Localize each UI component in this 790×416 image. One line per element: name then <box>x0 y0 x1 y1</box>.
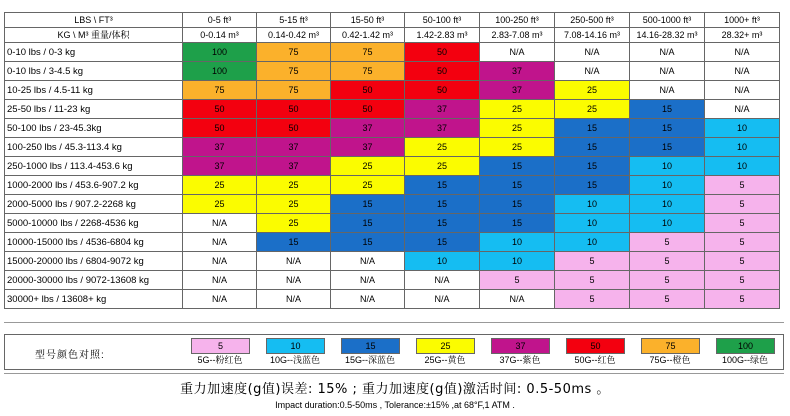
row-label: 5000-10000 lbs / 2268-4536 kg <box>5 214 183 233</box>
g-value-cell: N/A <box>257 290 331 309</box>
g-value-cell: 50 <box>405 62 480 81</box>
table-row <box>5 157 780 176</box>
table-row <box>5 138 780 157</box>
g-value-cell: N/A <box>630 81 705 100</box>
g-value-cell: 50 <box>331 81 405 100</box>
g-value-cell: 37 <box>405 119 480 138</box>
g-value-cell: 5 <box>630 290 705 309</box>
g-value-cell: N/A <box>480 43 555 62</box>
legend-swatch: 5 <box>191 338 250 354</box>
g-value-cell: 75 <box>257 81 331 100</box>
legend-label: 100G--绿色 <box>721 355 768 365</box>
g-value-cell: 10 <box>480 252 555 271</box>
table-row <box>5 176 780 195</box>
g-value-cell: N/A <box>705 62 780 81</box>
g-value-cell: N/A <box>331 271 405 290</box>
g-value-cell: 10 <box>480 233 555 252</box>
g-value-cell: 25 <box>331 157 405 176</box>
table-row <box>5 62 780 81</box>
g-value-cell: 37 <box>183 157 257 176</box>
header-row-m <box>5 28 780 43</box>
legend-label: 25G--黄色 <box>424 355 466 365</box>
g-value-cell: 15 <box>405 195 480 214</box>
g-value-cell: N/A <box>405 290 480 309</box>
row-label: 15000-20000 lbs / 6804-9072 kg <box>5 252 183 271</box>
column-header-m: 0.42-1.42 m³ <box>331 28 405 43</box>
row-label: 10-25 lbs / 4.5-11 kg <box>5 81 183 100</box>
column-header-m: 0.14-0.42 m³ <box>257 28 331 43</box>
g-value-cell: 100 <box>183 62 257 81</box>
spec-note-english: Impact duration:0.5-50ms , Tolerance:±15% ,at 68°F,1 ATM . <box>275 400 515 410</box>
row-label: 1000-2000 lbs / 453.6-907.2 kg <box>5 176 183 195</box>
column-header-ft: 500-1000 ft³ <box>630 13 705 28</box>
g-value-cell: 100 <box>183 43 257 62</box>
spec-note-chinese: 重力加速度(g值)误差: 15% ; 重力加速度(g值)激活时间: 0.5-50ms 。 <box>180 382 610 397</box>
g-value-cell: 25 <box>183 195 257 214</box>
row-label: 2000-5000 lbs / 907.2-2268 kg <box>5 195 183 214</box>
g-value-cell: 15 <box>555 157 630 176</box>
g-value-cell: 37 <box>480 62 555 81</box>
g-value-cell: N/A <box>705 43 780 62</box>
legend-swatch: 10 <box>266 338 325 354</box>
legend-swatch: 50 <box>566 338 625 354</box>
g-value-cell: 37 <box>331 138 405 157</box>
g-value-cell: 25 <box>405 138 480 157</box>
g-value-cell: N/A <box>555 62 630 81</box>
g-value-cell: 15 <box>480 195 555 214</box>
column-header-m: 14.16-28.32 m³ <box>630 28 705 43</box>
g-value-cell: 10 <box>405 252 480 271</box>
g-value-cell: N/A <box>183 214 257 233</box>
g-value-cell: 15 <box>257 233 331 252</box>
g-value-cell: 10 <box>555 195 630 214</box>
row-label: 100-250 lbs / 45.3-113.4 kg <box>5 138 183 157</box>
g-value-cell: 75 <box>331 62 405 81</box>
g-value-cell: 25 <box>555 81 630 100</box>
g-value-cell: 15 <box>630 119 705 138</box>
table-row <box>5 119 780 138</box>
g-value-cell: 37 <box>257 138 331 157</box>
g-value-cell: N/A <box>705 81 780 100</box>
g-value-cell: 10 <box>705 119 780 138</box>
divider <box>4 322 784 323</box>
legend-swatch: 15 <box>341 338 400 354</box>
g-value-cell: 10 <box>630 157 705 176</box>
g-force-table <box>4 12 780 309</box>
row-label: 25-50 lbs / 11-23 kg <box>5 100 183 119</box>
g-value-cell: 25 <box>331 176 405 195</box>
g-value-cell: N/A <box>183 233 257 252</box>
table-row <box>5 81 780 100</box>
column-header-m: 1.42-2.83 m³ <box>405 28 480 43</box>
column-header-ft: 15-50 ft³ <box>331 13 405 28</box>
g-value-cell: N/A <box>183 290 257 309</box>
column-header-ft: 50-100 ft³ <box>405 13 480 28</box>
g-value-cell: 25 <box>405 157 480 176</box>
g-value-cell: 37 <box>183 138 257 157</box>
g-value-cell: 5 <box>705 176 780 195</box>
g-value-cell: 25 <box>257 214 331 233</box>
g-value-cell: 10 <box>705 138 780 157</box>
column-header-m: 28.32+ m³ <box>705 28 780 43</box>
g-value-cell: 50 <box>257 100 331 119</box>
column-header-m: 7.08-14.16 m³ <box>555 28 630 43</box>
g-value-cell: 10 <box>630 195 705 214</box>
g-value-cell: 5 <box>705 195 780 214</box>
g-value-cell: 15 <box>630 138 705 157</box>
legend-label: 10G--浅蓝色 <box>269 355 320 365</box>
g-value-cell: 50 <box>183 100 257 119</box>
g-value-cell: N/A <box>183 271 257 290</box>
legend-label: 37G--紫色 <box>499 355 541 365</box>
row-label: 0-10 lbs / 0-3 kg <box>5 43 183 62</box>
table-row <box>5 100 780 119</box>
g-value-cell: N/A <box>331 252 405 271</box>
g-value-cell: 15 <box>480 176 555 195</box>
g-value-cell: 50 <box>183 119 257 138</box>
g-value-cell: 5 <box>705 290 780 309</box>
g-value-cell: 5 <box>705 252 780 271</box>
g-value-cell: 15 <box>555 119 630 138</box>
corner-label-kg-m: KG \ M³ 重量/体积 <box>5 28 183 43</box>
table-row <box>5 252 780 271</box>
g-value-cell: 75 <box>257 43 331 62</box>
g-value-cell: N/A <box>630 62 705 81</box>
g-value-cell: N/A <box>555 43 630 62</box>
g-value-cell: 15 <box>480 214 555 233</box>
g-value-cell: N/A <box>257 252 331 271</box>
column-header-ft: 1000+ ft³ <box>705 13 780 28</box>
g-value-cell: 5 <box>555 271 630 290</box>
g-value-cell: 15 <box>405 214 480 233</box>
g-value-cell: 25 <box>257 176 331 195</box>
g-value-cell: 50 <box>405 43 480 62</box>
g-value-cell: 5 <box>705 271 780 290</box>
legend-title: 型号颜色对照: <box>35 350 105 361</box>
g-value-cell: 37 <box>257 157 331 176</box>
g-value-cell: N/A <box>705 100 780 119</box>
g-value-cell: N/A <box>257 271 331 290</box>
g-value-cell: 25 <box>257 195 331 214</box>
g-value-cell: 25 <box>480 119 555 138</box>
g-value-cell: N/A <box>331 290 405 309</box>
g-value-cell: 25 <box>183 176 257 195</box>
legend-label: 15G--深蓝色 <box>344 355 395 365</box>
column-header-ft: 0-5 ft³ <box>183 13 257 28</box>
g-value-cell: 10 <box>630 214 705 233</box>
legend-label: 75G--橙色 <box>649 355 691 365</box>
g-value-cell: 15 <box>331 233 405 252</box>
column-header-ft: 100-250 ft³ <box>480 13 555 28</box>
g-value-cell: 5 <box>630 233 705 252</box>
color-legend <box>4 334 784 370</box>
g-value-cell: 10 <box>630 176 705 195</box>
g-value-cell: 15 <box>630 100 705 119</box>
row-label: 30000+ lbs / 13608+ kg <box>5 290 183 309</box>
column-header-m: 2.83-7.08 m³ <box>480 28 555 43</box>
legend-label: 50G--红色 <box>574 355 616 365</box>
corner-label-lbs-ft: LBS \ FT³ <box>5 13 183 28</box>
header-row-ft <box>5 13 780 28</box>
row-label: 20000-30000 lbs / 9072-13608 kg <box>5 271 183 290</box>
g-value-cell: 5 <box>555 252 630 271</box>
g-value-cell: 15 <box>331 214 405 233</box>
g-value-cell: N/A <box>405 271 480 290</box>
row-label: 250-1000 lbs / 113.4-453.6 kg <box>5 157 183 176</box>
g-value-cell: 75 <box>331 43 405 62</box>
g-value-cell: 10 <box>555 214 630 233</box>
legend-swatch: 37 <box>491 338 550 354</box>
g-value-cell: 25 <box>480 100 555 119</box>
g-value-cell: 25 <box>555 100 630 119</box>
g-value-cell: 15 <box>480 157 555 176</box>
legend-swatch: 100 <box>716 338 775 354</box>
g-value-cell: 10 <box>705 157 780 176</box>
column-header-ft: 250-500 ft³ <box>555 13 630 28</box>
row-label: 50-100 lbs / 23-45.3kg <box>5 119 183 138</box>
column-header-m: 0-0.14 m³ <box>183 28 257 43</box>
g-value-cell: 15 <box>331 195 405 214</box>
row-label: 10000-15000 lbs / 4536-6804 kg <box>5 233 183 252</box>
g-value-cell: N/A <box>480 290 555 309</box>
g-value-cell: 15 <box>405 233 480 252</box>
g-value-cell: 25 <box>480 138 555 157</box>
g-value-cell: 5 <box>630 271 705 290</box>
row-label: 0-10 lbs / 3-4.5 kg <box>5 62 183 81</box>
g-value-cell: 15 <box>555 176 630 195</box>
g-value-cell: N/A <box>183 252 257 271</box>
g-value-cell: 5 <box>705 214 780 233</box>
g-value-cell: 75 <box>183 81 257 100</box>
legend-label: 5G--粉红色 <box>197 355 243 365</box>
legend-swatch: 75 <box>641 338 700 354</box>
g-value-cell: 75 <box>257 62 331 81</box>
g-value-cell: 15 <box>555 138 630 157</box>
table-row <box>5 271 780 290</box>
g-value-cell: 50 <box>331 100 405 119</box>
g-value-cell: 50 <box>405 81 480 100</box>
g-value-cell: 5 <box>555 290 630 309</box>
g-value-cell: 10 <box>555 233 630 252</box>
g-value-cell: 5 <box>480 271 555 290</box>
g-value-cell: 37 <box>480 81 555 100</box>
g-value-cell: N/A <box>630 43 705 62</box>
g-value-cell: 37 <box>405 100 480 119</box>
legend-swatch: 25 <box>416 338 475 354</box>
divider <box>4 373 784 374</box>
table-row <box>5 290 780 309</box>
table-row <box>5 43 780 62</box>
g-value-cell: 37 <box>331 119 405 138</box>
table-row <box>5 233 780 252</box>
g-value-cell: 5 <box>705 233 780 252</box>
g-value-cell: 15 <box>405 176 480 195</box>
table-row <box>5 214 780 233</box>
table-body <box>5 13 780 309</box>
g-value-cell: 50 <box>257 119 331 138</box>
table-row <box>5 195 780 214</box>
g-value-cell: 5 <box>630 252 705 271</box>
column-header-ft: 5-15 ft³ <box>257 13 331 28</box>
